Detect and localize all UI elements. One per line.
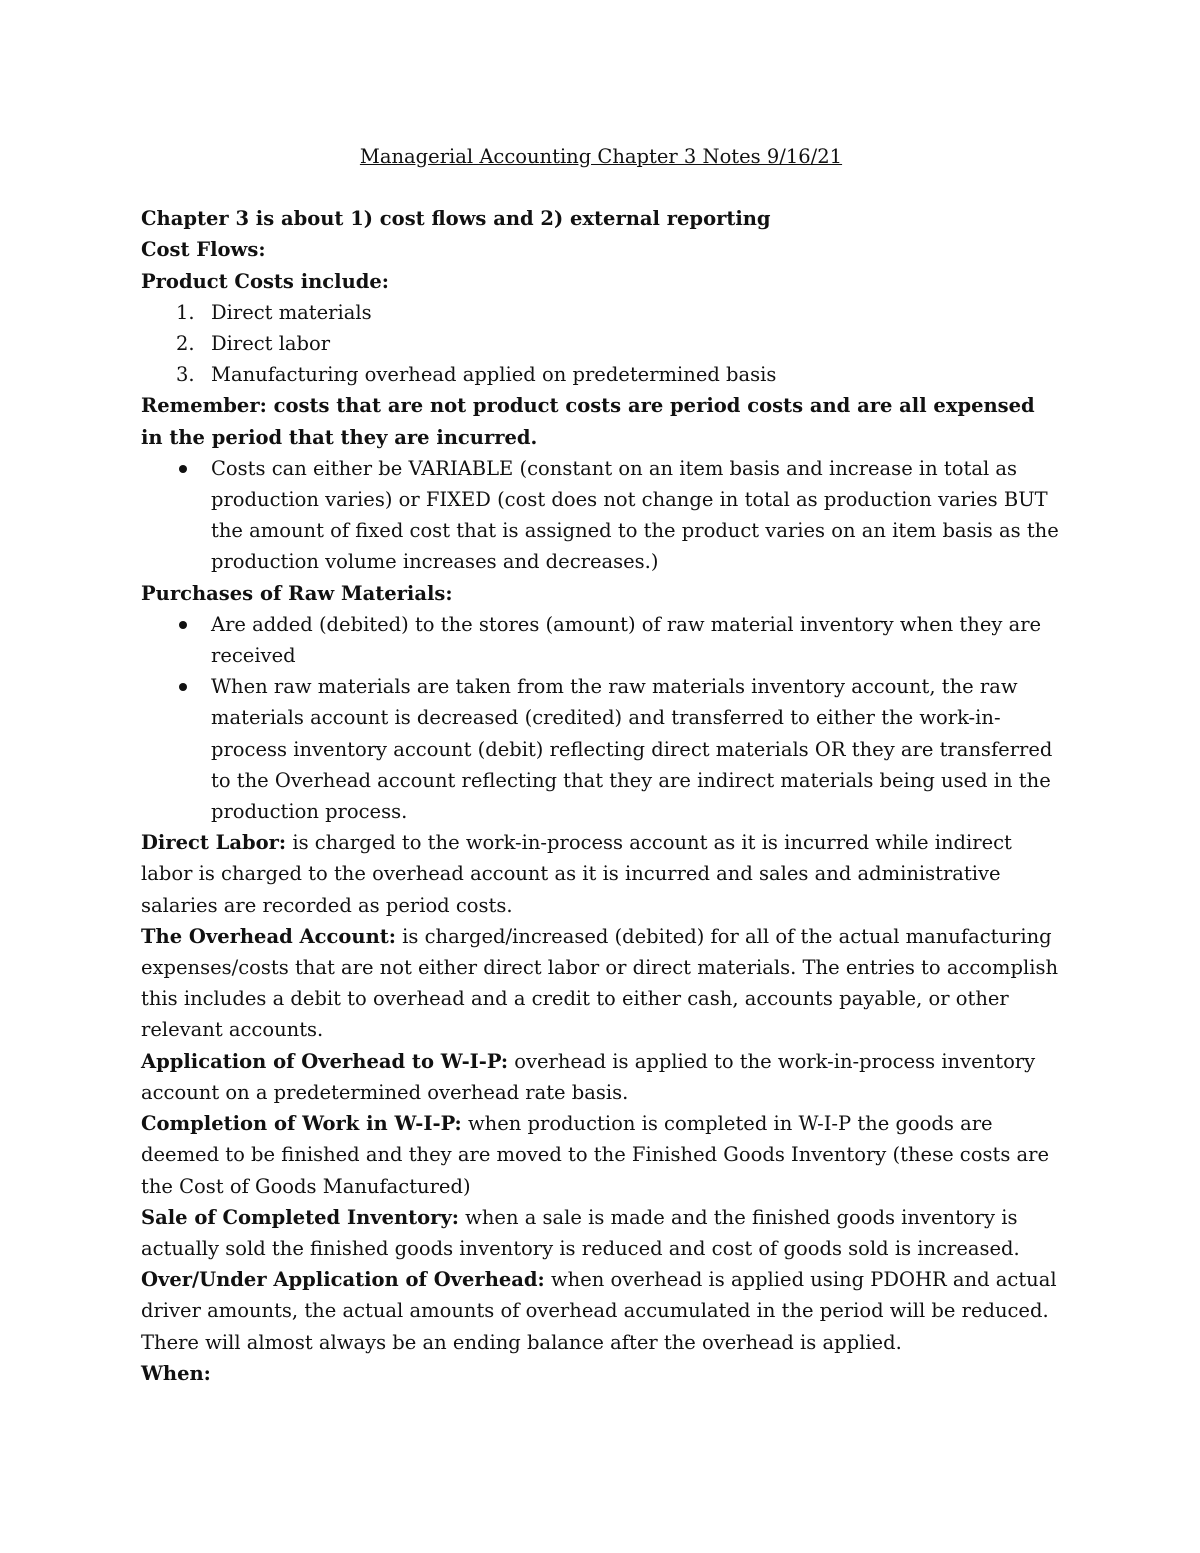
list-number: 2.: [176, 332, 195, 356]
page-title: Managerial Accounting Chapter 3 Notes 9/16/21: [359, 145, 843, 168]
paragraph-text: overhead is applied to the work-in-process inventory account on a predetermined overhead rate basis.: [141, 1049, 1036, 1104]
raw-materials-heading: Purchases of Raw Materials:: [141, 581, 453, 605]
paragraph-text: when overhead is applied using PDOHR and actual driver amounts, the actual amounts of overhead accumulated in the period will be reduced. There will almost always be an ending balance after the overhead is applied.: [141, 1268, 1057, 1354]
when-heading: When:: [141, 1361, 211, 1385]
remember-note: Remember: costs that are not product costs are period costs and are all expensed in the period that they are incurred.: [141, 394, 1035, 449]
bullet-icon: [179, 683, 187, 691]
paragraph-text: is charged/increased (debited) for all of the actual manufacturing expenses/costs that are not either direct labor or direct materials. The entries to accomplish this includes a debit to overhead and a credit to either cash, accounts payable, or other relevant accounts.: [141, 924, 1059, 1042]
paragraph-application-of-overhead: [141, 1046, 1061, 1108]
paragraph-text: is charged to the work-in-process account as it is incurred while indirect labor is charged to the overhead account as it is incurred and sales and administrative salaries are recorded as period costs.: [141, 831, 1012, 917]
bullet-icon: [179, 621, 187, 629]
list-item: [141, 453, 1061, 578]
raw-materials-list: [141, 609, 1061, 827]
list-item-text: Direct labor: [211, 332, 331, 356]
list-item-text: Are added (debited) to the stores (amount) of raw material inventory when they are received: [211, 612, 1042, 668]
paragraph-term: Application of Overhead to W-I-P:: [141, 1049, 509, 1073]
paragraph-text: when a sale is made and the finished goods inventory is actually sold the finished goods inventory is reduced and cost of goods sold is increased.: [141, 1205, 1020, 1260]
paragraph-direct-labor: [141, 827, 1061, 921]
paragraph-completion-of-work: [141, 1108, 1061, 1202]
document-content: [141, 141, 1061, 1389]
bullet-icon: [179, 465, 187, 473]
product-costs-list: [141, 297, 1061, 391]
list-number: 3.: [176, 363, 195, 387]
cost-bullets-list: [141, 453, 1061, 578]
product-costs-heading: Product Costs include:: [141, 269, 389, 293]
list-item-text: When raw materials are taken from the raw materials inventory account, the raw materials account is decreased (credited) and transferred to either the work-in-process inventory account (debit) reflecting direct materials OR they are transferred to the Overhead account reflecting that they are indirect materials being used in the production process.: [211, 675, 1053, 824]
list-item-text: Manufacturing overhead applied on predetermined basis: [211, 363, 777, 387]
list-number: 1.: [176, 300, 195, 324]
intro-line: Chapter 3 is about 1) cost flows and 2) external reporting: [141, 207, 771, 231]
list-item: [141, 671, 1061, 827]
paragraph-term: Direct Labor:: [141, 831, 287, 855]
paragraph-term: The Overhead Account:: [141, 924, 396, 948]
paragraph-term: Completion of Work in W-I-P:: [141, 1112, 462, 1136]
paragraph-term: Over/Under Application of Overhead:: [141, 1268, 545, 1292]
paragraph-text: when production is completed in W-I-P the goods are deemed to be finished and they are moved to the Finished Goods Inventory (these costs are the Cost of Goods Manufactured): [141, 1112, 1050, 1198]
cost-flows-heading: Cost Flows:: [141, 238, 266, 262]
list-item: [141, 359, 1061, 390]
paragraph-sale-of-inventory: [141, 1202, 1061, 1264]
list-item-text: Costs can either be VARIABLE (constant on an item basis and increase in total as production varies) or FIXED (cost does not change in total as production varies BUT the amount of fixed cost that is assigned to the product varies on an item basis as the production volume increases and decreases.): [211, 456, 1059, 574]
list-item: [141, 609, 1061, 671]
list-item: [141, 297, 1061, 328]
list-item-text: Direct materials: [211, 300, 372, 324]
list-item: [141, 328, 1061, 359]
paragraph-over-under-application: [141, 1264, 1061, 1358]
paragraph-term: Sale of Completed Inventory:: [141, 1205, 459, 1229]
paragraph-overhead-account: [141, 921, 1061, 1046]
